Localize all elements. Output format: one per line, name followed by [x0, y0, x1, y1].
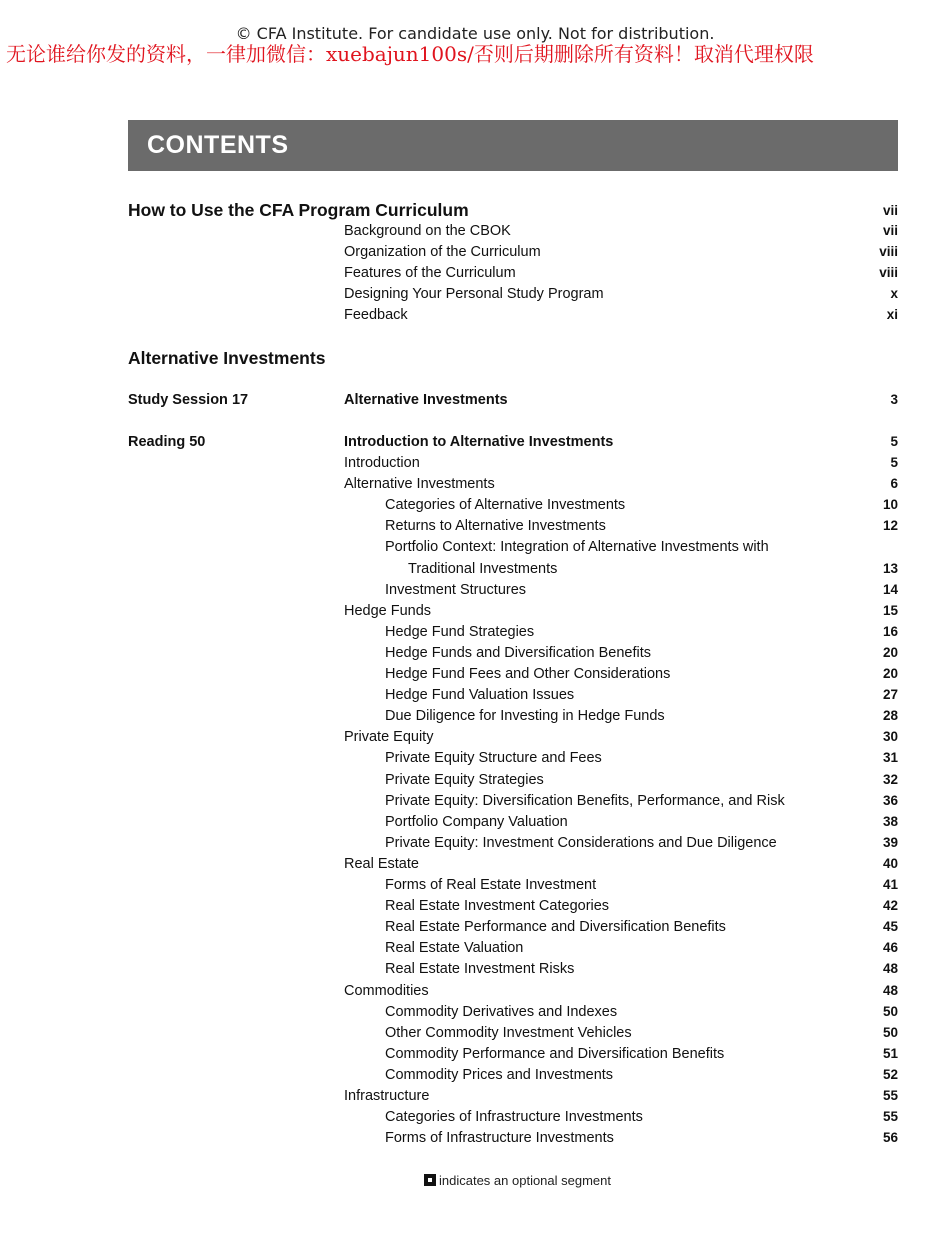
toc-entry[interactable]	[0, 1088, 950, 1108]
toc-entry-label: Categories of Alternative Investments	[385, 497, 626, 514]
toc-entry[interactable]	[0, 961, 950, 981]
toc-entry[interactable]	[0, 687, 950, 707]
section-heading-row	[0, 348, 950, 368]
toc-entry[interactable]	[0, 561, 950, 581]
how-to-item-label: Features of the Curriculum	[344, 265, 516, 282]
reading-title: Introduction to Alternative Investments	[344, 434, 614, 450]
toc-entry-page: 55	[882, 1109, 898, 1125]
toc-entry-label: Portfolio Context: Integration of Alternative Investments with	[385, 539, 769, 556]
toc-entry-label: Traditional Investments	[408, 560, 558, 577]
toc-entry-page: 51	[882, 1045, 898, 1061]
toc-entry-page: 20	[882, 644, 898, 660]
how-to-item[interactable]	[0, 244, 950, 264]
reading-label: Reading 50	[128, 434, 206, 450]
toc-entry-label: Private Equity: Diversification Benefits, Performance, and Risk	[385, 792, 785, 809]
toc-entry-page: 14	[882, 581, 898, 597]
toc-entry-label: Private Equity Strategies	[385, 771, 544, 788]
toc-entry-page: 20	[882, 666, 898, 681]
optional-segment-note	[424, 1173, 611, 1188]
toc-entry-page: 31	[882, 750, 898, 766]
how-to-title: How to Use the CFA Program Curriculum	[128, 200, 469, 220]
toc-entry-label: Private Equity Structure and Fees	[385, 750, 602, 767]
how-to-page: vii	[882, 203, 898, 218]
how-to-item[interactable]	[0, 265, 950, 285]
toc-entry-page: 16	[882, 623, 898, 639]
toc-entry-page: 48	[882, 961, 898, 977]
study-session-label: Study Session 17	[128, 392, 249, 408]
toc-entry-page: 28	[882, 708, 898, 724]
how-to-item-label: Background on the CBOK	[344, 223, 511, 239]
toc-entry[interactable]	[0, 666, 950, 686]
toc-entry-label: Forms of Infrastructure Investments	[385, 1130, 614, 1147]
toc-entry-label: Alternative Investments	[344, 476, 495, 493]
toc-entry-page: 55	[882, 1088, 898, 1103]
how-to-item-label: Designing Your Personal Study Program	[344, 286, 604, 303]
toc-entry[interactable]	[0, 518, 950, 538]
how-to-heading-row	[0, 200, 950, 220]
toc-entry-page: 12	[882, 518, 898, 534]
section-title: Alternative Investments	[128, 348, 326, 368]
toc-entry[interactable]	[0, 708, 950, 728]
toc-entry-label: Infrastructure	[344, 1088, 430, 1104]
reading-row	[0, 434, 950, 454]
toc-entry-label: Private Equity: Investment Considerations and Due Diligence	[385, 834, 777, 851]
toc-entry-page: 32	[882, 771, 898, 787]
toc-entry-page: 5	[890, 455, 898, 470]
toc-entry[interactable]	[0, 539, 950, 559]
toc-entry[interactable]	[0, 898, 950, 918]
toc-entry-label: Hedge Funds	[344, 602, 432, 619]
contents-banner	[128, 120, 898, 171]
toc-entry-page: 48	[882, 982, 898, 998]
toc-entry[interactable]	[0, 856, 950, 876]
toc-entry-label: Returns to Alternative Investments	[385, 518, 606, 535]
toc-entry[interactable]	[0, 793, 950, 813]
reading-page: 5	[890, 434, 898, 449]
how-to-item[interactable]	[0, 223, 950, 243]
toc-entry[interactable]	[0, 476, 950, 496]
toc-entry-label: Due Diligence for Investing in Hedge Funds	[385, 708, 665, 725]
toc-entry-label: Hedge Fund Strategies	[385, 623, 535, 640]
toc-entry-page: 50	[882, 1003, 898, 1019]
toc-entry-label: Investment Structures	[385, 581, 527, 598]
toc-entry-page: 52	[882, 1066, 898, 1082]
toc-entry-label: Real Estate Valuation	[385, 940, 524, 957]
page-title: CONTENTS	[147, 131, 289, 159]
toc-entry-page: 56	[882, 1130, 898, 1146]
toc-entry-page: 45	[882, 919, 898, 935]
toc-entry-label: Commodity Prices and Investments	[385, 1066, 614, 1083]
toc-entry[interactable]	[0, 814, 950, 834]
toc-entry-page: 6	[890, 476, 898, 492]
toc-entry-page: 10	[882, 497, 898, 513]
toc-entry[interactable]	[0, 983, 950, 1003]
toc-entry-label: Hedge Fund Fees and Other Considerations	[385, 666, 671, 682]
toc-entry-label: Commodity Performance and Diversification Benefits	[385, 1045, 725, 1062]
toc-entry-page: 36	[882, 792, 898, 808]
toc-entry-label: Other Commodity Investment Vehicles	[385, 1024, 632, 1041]
toc-entry-page: 15	[882, 602, 898, 618]
how-to-item-page: viii	[879, 244, 898, 260]
study-session-row	[0, 392, 950, 412]
toc-entry[interactable]	[0, 497, 950, 517]
how-to-item-page: x	[890, 286, 898, 302]
toc-entry[interactable]	[0, 772, 950, 792]
toc-entry-label: Real Estate Investment Risks	[385, 961, 575, 978]
toc-entry-label: Forms of Real Estate Investment	[385, 877, 597, 893]
toc-entry-page: 13	[882, 560, 898, 576]
toc-entry-page: 41	[882, 877, 898, 892]
toc-entry[interactable]	[0, 603, 950, 623]
toc-entry-label: Categories of Infrastructure Investments	[385, 1109, 643, 1126]
copyright-watermark: © CFA Institute. For candidate use only. Not for distribution.	[235, 24, 715, 43]
optional-segment-text: indicates an optional segment	[439, 1173, 612, 1188]
toc-entry-page: 27	[882, 687, 898, 703]
toc-entry[interactable]	[0, 1025, 950, 1045]
toc-entry-label: Introduction	[344, 455, 420, 471]
optional-segment-icon	[424, 1174, 436, 1186]
toc-entry-label: Hedge Fund Valuation Issues	[385, 687, 575, 704]
notice-watermark: 无论谁给你发的资料，一律加微信：xuebajun100s/否则后期删除所有资料！取消代理权限	[6, 42, 814, 66]
toc-entry[interactable]	[0, 729, 950, 749]
toc-entry[interactable]	[0, 1046, 950, 1066]
toc-entry[interactable]	[0, 1130, 950, 1150]
how-to-item[interactable]	[0, 286, 950, 306]
how-to-item-page: vii	[882, 223, 898, 238]
toc-entry-page: 50	[882, 1024, 898, 1040]
toc-entry-label: Private Equity	[344, 729, 434, 746]
toc-entry-label: Hedge Funds and Diversification Benefits	[385, 644, 651, 661]
toc-entry-page: 42	[882, 898, 898, 914]
toc-entry-label: Real Estate	[344, 855, 419, 872]
toc-entry[interactable]	[0, 582, 950, 602]
toc-entry[interactable]	[0, 645, 950, 665]
toc-entry[interactable]	[0, 750, 950, 770]
toc-entry-page: 46	[882, 940, 898, 956]
toc-entry[interactable]	[0, 624, 950, 644]
toc-entry[interactable]	[0, 919, 950, 939]
toc-entry[interactable]	[0, 877, 950, 897]
toc-entry-label: Real Estate Investment Categories	[385, 898, 610, 915]
how-to-item-label: Feedback	[344, 307, 408, 324]
toc-entry[interactable]	[0, 835, 950, 855]
toc-entry[interactable]	[0, 940, 950, 960]
toc-entry-label: Real Estate Performance and Diversification Benefits	[385, 919, 726, 936]
how-to-item-label: Organization of the Curriculum	[344, 244, 541, 261]
toc-entry[interactable]	[0, 1004, 950, 1024]
toc-entry-label: Commodities	[344, 982, 429, 999]
how-to-item-page: xi	[886, 307, 898, 323]
how-to-item-page: viii	[879, 265, 898, 281]
toc-entry-page: 30	[882, 729, 898, 745]
toc-entry[interactable]	[0, 1109, 950, 1129]
toc-entry-page: 40	[882, 855, 898, 871]
toc-entry-label: Portfolio Company Valuation	[385, 813, 568, 830]
how-to-item[interactable]	[0, 307, 950, 327]
study-session-page: 3	[890, 392, 898, 407]
toc-entry[interactable]	[0, 455, 950, 475]
toc-entry-label: Commodity Derivatives and Indexes	[385, 1003, 618, 1020]
toc-entry-page: 38	[882, 813, 898, 829]
study-session-title: Alternative Investments	[344, 392, 508, 408]
toc-entry-page: 39	[882, 834, 898, 850]
toc-entry[interactable]	[0, 1067, 950, 1087]
